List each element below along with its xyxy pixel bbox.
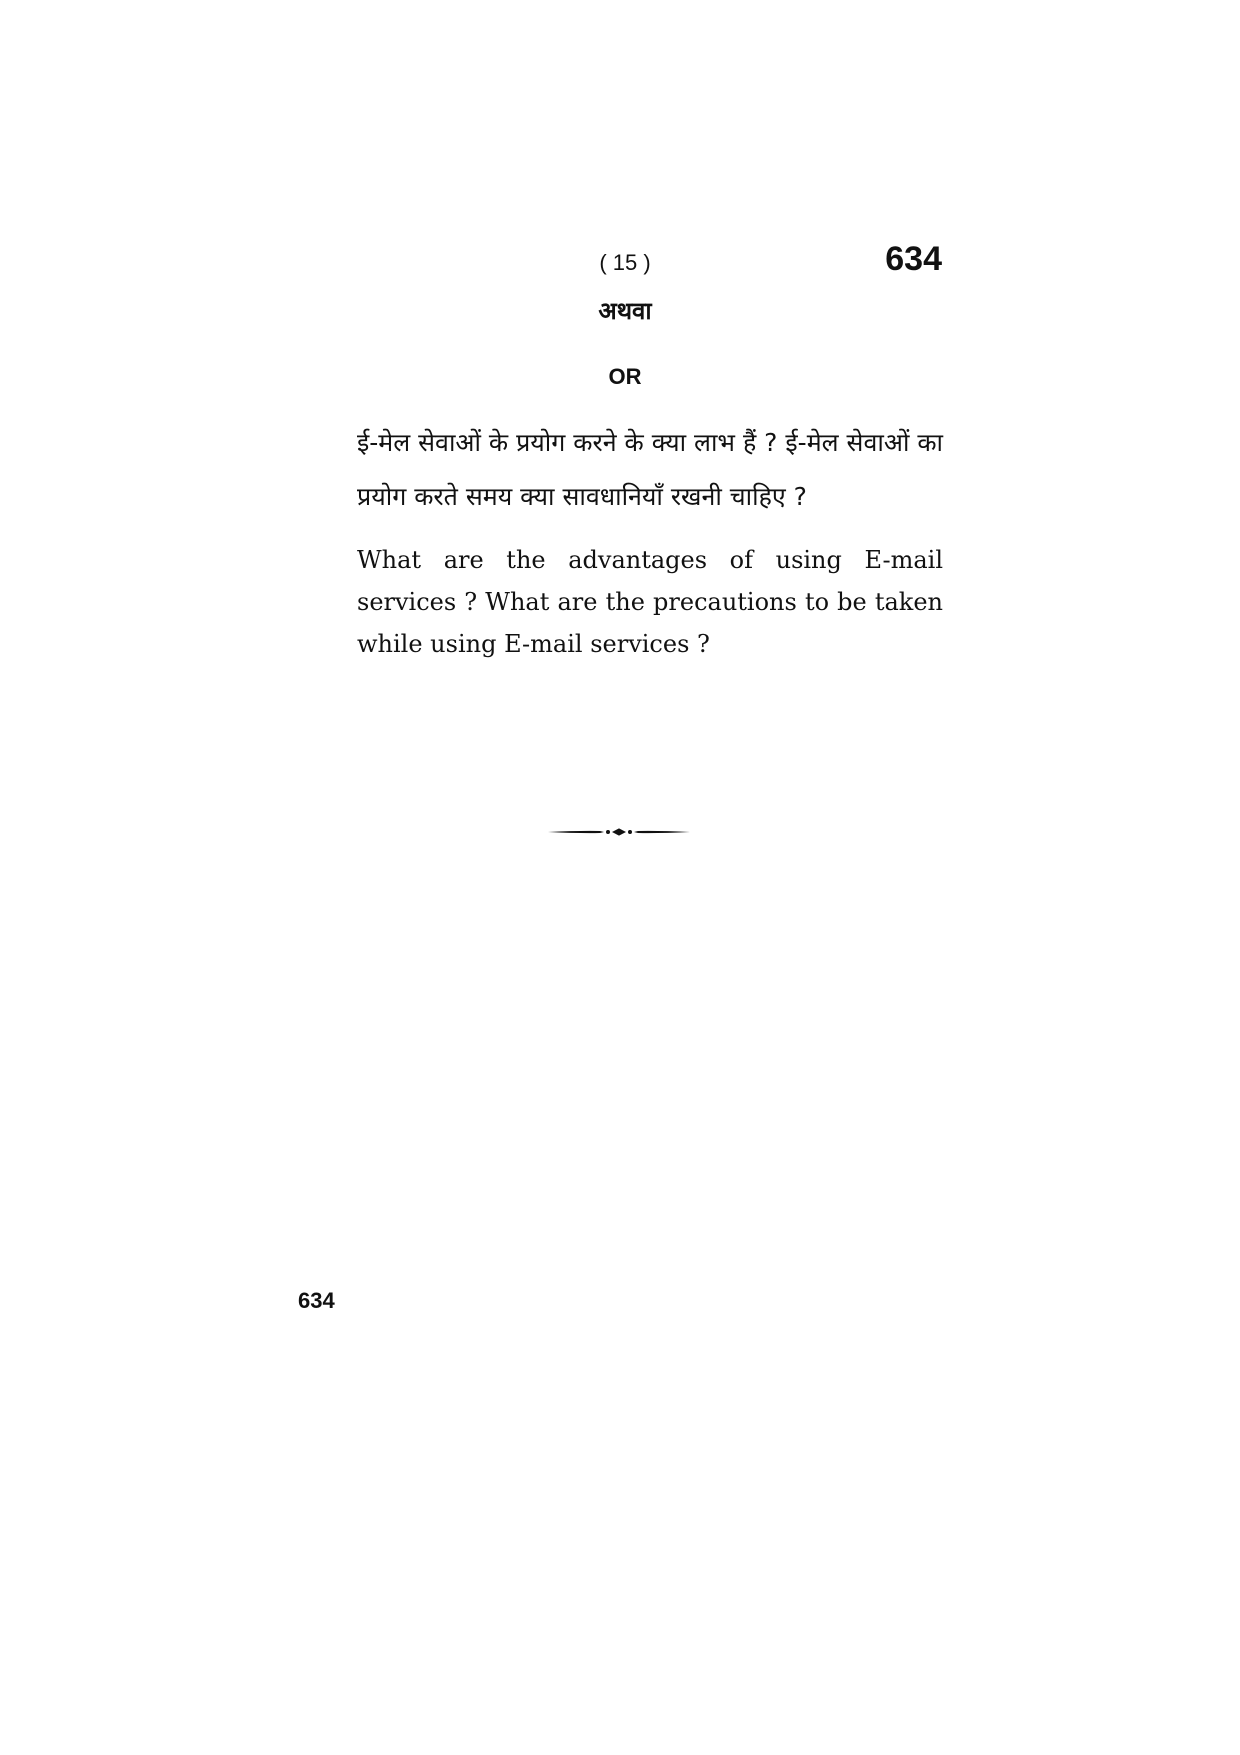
or-hindi-label: अथवा — [598, 297, 652, 325]
or-english-label: OR — [608, 364, 642, 389]
paper-code-bottom: 634 — [298, 1288, 335, 1313]
page-number: ( 15 ) — [599, 250, 651, 275]
question-text-english: What are the advantages of using E-mail services ? What are the precautions to be taken while using E-mail services ? — [357, 546, 943, 658]
end-of-paper-ornament — [548, 826, 690, 838]
question-text-hindi: ई-मेल सेवाओं के प्रयोग करने के क्या लाभ हैं ? ई-मेल सेवाओं का प्रयोग करते समय क्या सावधानियाँ रखनी चाहिए ? — [357, 428, 943, 511]
paper-code-top: 634 — [885, 240, 942, 278]
